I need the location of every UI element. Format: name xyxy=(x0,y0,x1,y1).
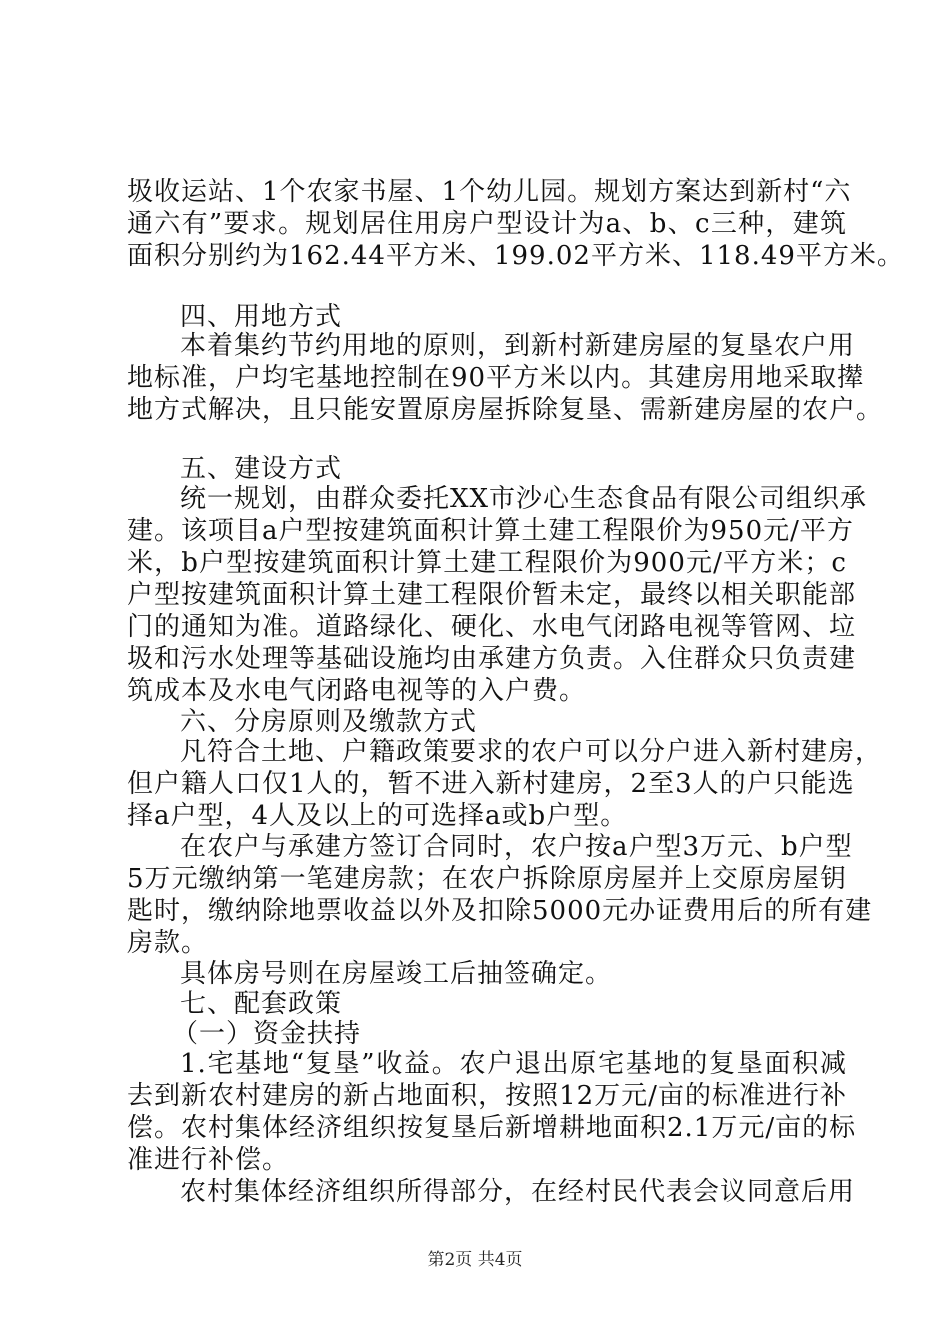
text-line: 在农户与承建方签订合同时，农户按a户型3万元、b户型 xyxy=(180,832,853,862)
text-line: 但户籍人口仅1人的，暂不进入新村建房，2至3人的户只能选 xyxy=(127,769,855,799)
text-line: 圾和污水处理等基础设施均由承建方负责。入住群众只负责建 xyxy=(127,644,857,674)
text-line: 择a户型，4人及以上的可选择a或b户型。 xyxy=(127,801,628,831)
text-line: 偿。农村集体经济组织按复垦后新增耕地面积2.1万元/亩的标 xyxy=(127,1113,857,1143)
text-line: 地标准，户均宅基地控制在90平方米以内。其建房用地采取撵 xyxy=(127,363,865,393)
text-line: 凡符合土地、户籍政策要求的农户可以分户进入新村建房， xyxy=(180,737,883,767)
text-line: 面积分别约为162.44平方米、199.02平方米、118.49平方米。 xyxy=(127,241,904,271)
text-line: 户型按建筑面积计算土建工程限价暂未定，最终以相关职能部 xyxy=(127,580,857,610)
text-line: 统一规划，由群众委托XX市沙心生态食品有限公司组织承 xyxy=(180,484,868,514)
text-line: 本着集约节约用地的原则，到新村新建房屋的复垦农户用 xyxy=(180,331,856,361)
text-line: 房款。 xyxy=(127,928,209,958)
section-heading: 七、配套政策 xyxy=(180,989,343,1019)
text-line: 去到新农村建房的新占地面积，按照12万元/亩的标准进行补 xyxy=(127,1081,847,1111)
text-line: 圾收运站、1个农家书屋、1个幼儿园。规划方案达到新村“六 xyxy=(127,177,852,207)
text-line: 地方式解决，且只能安置原房屋拆除复垦、需新建房屋的农户。 xyxy=(127,395,884,425)
text-line: 准进行补偿。 xyxy=(127,1145,290,1175)
text-line: 门的通知为准。道路绿化、硬化、水电气闭路电视等管网、垃 xyxy=(127,612,857,642)
section-heading: 五、建设方式 xyxy=(180,454,343,484)
text-line: 农村集体经济组织所得部分，在经村民代表会议同意后用 xyxy=(180,1177,856,1207)
section-heading: 四、用地方式 xyxy=(180,302,343,332)
text-line: 米，b户型按建筑面积计算土建工程限价为900元/平方米；c xyxy=(127,548,847,578)
text-line: 5万元缴纳第一笔建房款；在农户拆除原房屋并上交原房屋钥 xyxy=(127,864,847,894)
text-line: 具体房号则在房屋竣工后抽签确定。 xyxy=(180,959,613,989)
text-line: 筑成本及水电气闭路电视等的入户费。 xyxy=(127,676,587,706)
subsection-heading: （一）资金扶持 xyxy=(172,1019,362,1049)
text-line: 1.宅基地“复垦”收益。农户退出原宅基地的复垦面积减 xyxy=(180,1049,847,1079)
text-line: 匙时，缴纳除地票收益以外及扣除5000元办证费用后的所有建 xyxy=(127,896,873,926)
text-line: 建。该项目a户型按建筑面积计算土建工程限价为950元/平方 xyxy=(127,516,854,546)
text-line: 通六有”要求。规划居住用房户型设计为a、b、c三种，建筑 xyxy=(127,209,847,239)
page-footer: 第2页 共4页 xyxy=(427,1250,523,1270)
section-heading: 六、分房原则及缴款方式 xyxy=(180,707,478,737)
